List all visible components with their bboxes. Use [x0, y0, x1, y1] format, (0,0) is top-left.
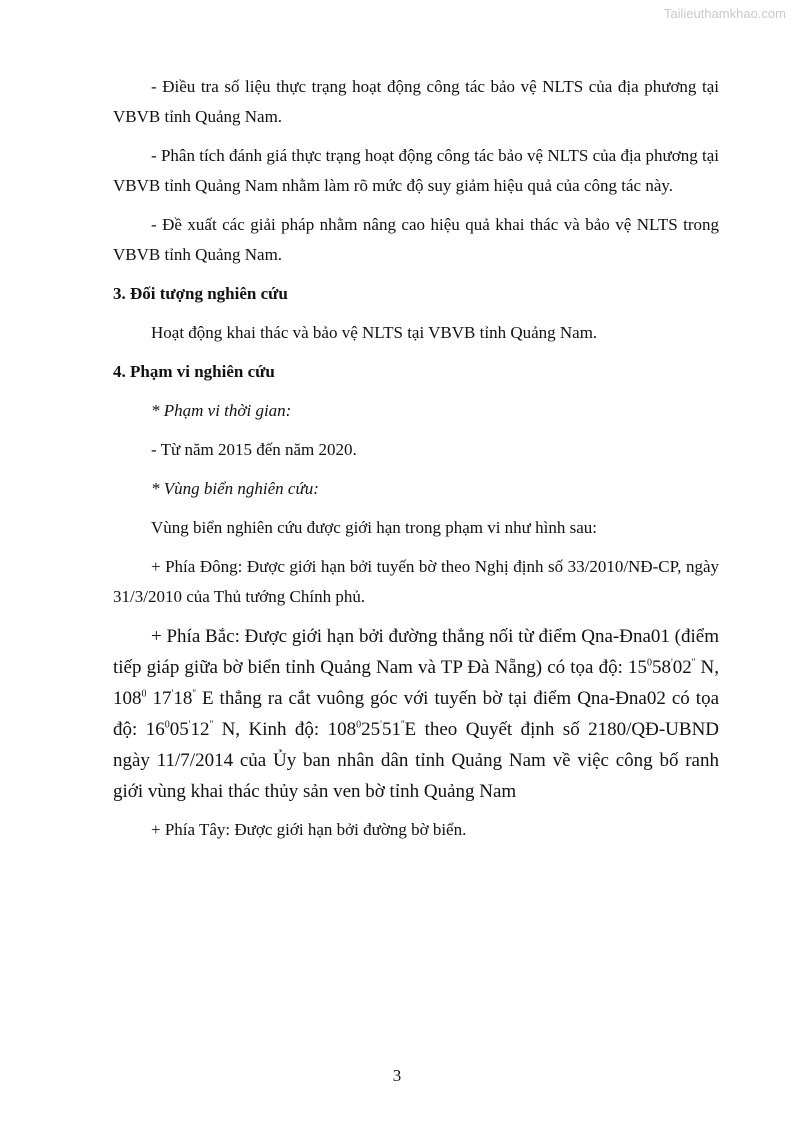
page-number: 3: [392, 1066, 402, 1085]
paragraph-survey: - Điều tra số liệu thực trạng hoạt động công tác bảo vệ NLTS của địa phương tại VBVB tỉnh Quảng Nam.: [113, 77, 719, 126]
paragraph-east-boundary: + Phía Đông: Được giới hạn bởi tuyến bờ theo Nghị định số 33/2010/NĐ-CP, ngày 31/3/2010 của Thủ tướng Chính phủ.: [113, 557, 719, 606]
section-heading-research-scope: 4. Phạm vi nghiên cứu: [113, 362, 275, 381]
paragraph-sea-area-label: * Vùng biển nghiên cứu:: [151, 479, 319, 498]
document-body: [113, 72, 719, 854]
paragraph-analysis: - Phân tích đánh giá thực trạng hoạt động công tác bảo vệ NLTS của địa phương tại VBVB tỉnh Quảng Nam nhằm làm rõ mức độ suy giảm hiệu quả của công tác này.: [113, 146, 719, 195]
watermark: Tailieuthamkhao.com: [663, 6, 786, 21]
paragraph-north-boundary: + Phía Bắc: Được giới hạn bởi đường thẳng nối từ điểm Qna-Đna01 (điểm tiếp giáp giữa bờ biển tỉnh Quảng Nam và TP Đà Nẵng) có tọa độ: $15^058'02''$ N, $108^0$ 17'18'' E thẳng ra cắt vuông góc với tuyến bờ tại điểm Qna-Đna02 có tọa độ: $16^005'12''$ N, Kinh độ: $108^025'51''E$ theo Quyết định số 2180/QĐ-UBND ngày 11/7/2014 của Ủy ban nhân dân tỉnh Quảng Nam về việc công bố ranh giới vùng khai thác thủy sản ven bờ tỉnh Quảng Nam: [113, 626, 720, 802]
paragraph-proposal: - Đề xuất các giải pháp nhằm nâng cao hiệu quả khai thác và bảo vệ NLTS trong VBVB tỉnh Quảng Nam.: [113, 215, 719, 264]
paragraph-sea-area-intro: Vùng biển nghiên cứu được giới hạn trong phạm vi như hình sau:: [151, 518, 598, 537]
paragraph-west-boundary: + Phía Tây: Được giới hạn bởi đường bờ biển.: [151, 820, 467, 839]
section-heading-research-subject: 3. Đối tượng nghiên cứu: [113, 284, 288, 303]
paragraph-time-scope-label: * Phạm vi thời gian:: [151, 401, 292, 420]
paragraph-research-subject: Hoạt động khai thác và bảo vệ NLTS tại VBVB tỉnh Quảng Nam.: [151, 323, 598, 342]
paragraph-time-range: - Từ năm 2015 đến năm 2020.: [151, 440, 357, 459]
